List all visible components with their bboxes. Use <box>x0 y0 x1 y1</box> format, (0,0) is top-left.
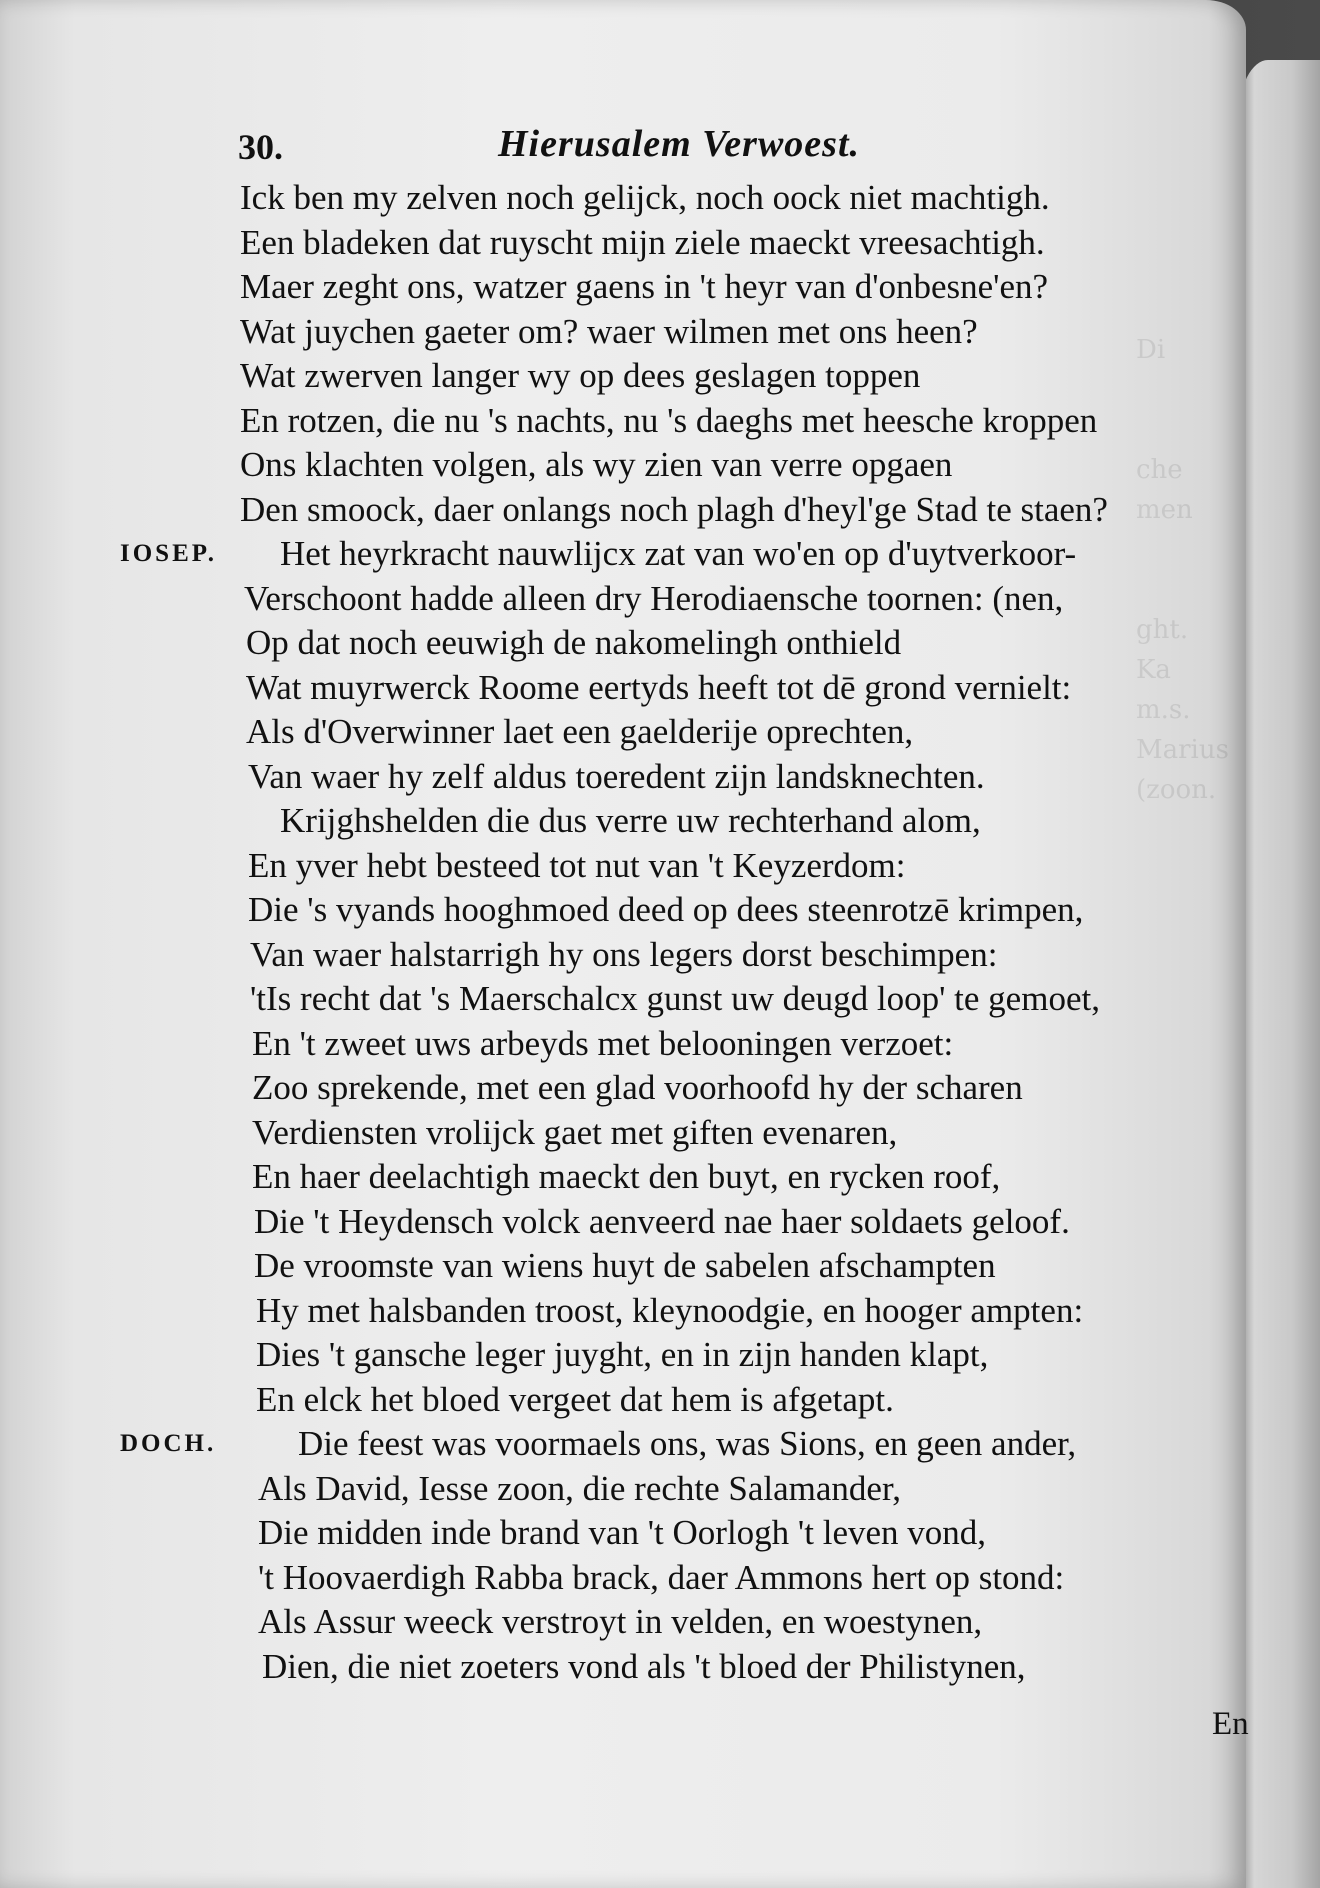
verse-line-text: Den smoock, daer onlangs noch plagh d'heyl'ge Stad te staen? <box>240 489 1108 529</box>
verse-line <box>0 532 1246 577</box>
verse-line-text: 't Hoovaerdigh Rabba brack, daer Ammons hert op stond: <box>258 1557 1065 1597</box>
verse-line-text: Als Assur weeck verstroyt in velden, en woestynen, <box>258 1602 983 1641</box>
verse-line <box>0 577 1246 622</box>
speaker-name: DOCH. <box>120 1430 217 1457</box>
verse-line-text: Als David, Iesse zoon, die rechte Salamander, <box>258 1468 901 1508</box>
verse-line <box>0 621 1246 666</box>
verse-line <box>0 755 1246 800</box>
verse-line-text: Ick ben my zelven noch gelijck, noch oock niet machtigh. <box>240 178 1050 217</box>
verse-line-text: Een bladeken dat ruyscht mijn ziele maeckt vreesachtigh. <box>240 222 1045 262</box>
page-header <box>238 123 998 172</box>
verse-line <box>0 1600 1246 1645</box>
verse-line-text: Verdiensten vrolijck gaet met giften evenaren, <box>252 1112 898 1152</box>
verse-line-text: Als d'Overwinner laet een gaelderije oprechten, <box>246 712 914 751</box>
verse-line <box>0 176 1246 221</box>
verse-line-text: Zoo sprekende, met een glad voorhoofd hy der scharen <box>252 1068 1023 1107</box>
verse-line <box>0 888 1246 933</box>
verse-line-text: De vroomste van wiens huyt de sabelen afschampten <box>254 1246 996 1285</box>
verse-line <box>0 354 1246 399</box>
verse-line <box>0 1333 1246 1378</box>
verse-line <box>0 977 1246 1022</box>
verse-line-text: Die 't Heydensch volck aenveerd nae haer soldaets geloof. <box>254 1201 1070 1241</box>
verse-line <box>0 1289 1246 1334</box>
verse-line <box>0 1022 1246 1067</box>
verse-line-text: Krijghshelden die dus verre uw rechterhand alom, <box>280 801 981 840</box>
verse-line-text: En elck het bloed vergeet dat hem is afgetapt. <box>256 1379 894 1419</box>
verse-line-text: En 't zweet uws arbeyds met belooningen verzoet: <box>252 1023 954 1063</box>
verse-line <box>0 1467 1246 1512</box>
verse-line <box>0 1556 1246 1601</box>
verse-line <box>0 488 1246 533</box>
verse-line-text: Dies 't gansche leger juyght, en in zijn handen klapt, <box>256 1335 989 1374</box>
verse-line-text: Die 's vyands hooghmoed deed op dees steenrotzē krimpen, <box>248 890 1084 929</box>
verse-line-text: Hy met halsbanden troost, kleynoodgie, en hooger ampten: <box>256 1290 1084 1330</box>
verse-line-text: Wat juychen gaeter om? waer wilmen met ons heen? <box>240 311 978 351</box>
verse-line <box>0 1511 1246 1556</box>
speaker-name: IOSEP. <box>120 540 217 567</box>
verse-line-text: Op dat noch eeuwigh de nakomelingh onthield <box>246 623 902 662</box>
verse-line <box>0 1422 1246 1467</box>
verse-line <box>0 666 1246 711</box>
verse-line-text: Van waer hy zelf aldus toeredent zijn landsknechten. <box>248 756 985 796</box>
verse-line-text: En haer deelachtigh maeckt den buyt, en rycken roof, <box>252 1157 1001 1196</box>
bleed-through-text: Di che men ght. Ka m.s. Marius (zoon. <box>1136 335 1229 805</box>
verse-line <box>0 710 1246 755</box>
verse-line-text: Maer zeght ons, watzer gaens in 't heyr van d'onbesne'en? <box>240 267 1049 306</box>
verse-line-text: Van waer halstarrigh hy ons legers dorst beschimpen: <box>250 934 998 974</box>
verse-line <box>0 844 1246 889</box>
verse-line-text: Wat zwerven langer wy op dees geslagen toppen <box>240 356 921 395</box>
verse-line <box>0 399 1246 444</box>
verse-line <box>0 1378 1246 1423</box>
catchword: En <box>1212 1706 1249 1742</box>
verse-line <box>0 1155 1246 1200</box>
verse-line-text: En rotzen, die nu 's nachts, nu 's daeghs met heesche kroppen <box>240 400 1098 440</box>
verse-line-text: Die feest was voormaels ons, was Sions, en geen ander, <box>298 1424 1077 1463</box>
verse-line <box>0 1200 1246 1245</box>
verse-line-text: Wat muyrwerck Roome eertyds heeft tot dē grond vernielt: <box>246 667 1072 707</box>
verse-line <box>0 933 1246 978</box>
verse-line <box>0 443 1246 488</box>
running-title: Hierusalem Verwoest. <box>498 123 861 165</box>
verse-line-text: Het heyrkracht nauwlijcx zat van wo'en op d'uytverkoor- <box>280 534 1077 573</box>
verse-line <box>0 265 1246 310</box>
verse-line <box>0 1066 1246 1111</box>
verse-line-text: Ons klachten volgen, als wy zien van verre opgaen <box>240 445 953 484</box>
verse-line-text: En yver hebt besteed tot nut van 't Keyzerdom: <box>248 845 906 885</box>
verse-line-text: Die midden inde brand van 't Oorlogh 't leven vond, <box>258 1513 987 1552</box>
verse-line-text: 'tIs recht dat 's Maerschalcx gunst uw deugd loop' te gemoet, <box>250 979 1100 1018</box>
verse-line <box>0 1244 1246 1289</box>
verse-line <box>0 1111 1246 1156</box>
facing-page-edge <box>1238 60 1320 1888</box>
verse-line <box>0 310 1246 355</box>
verse-line-text: Dien, die niet zoeters vond als 't bloed der Philistynen, <box>262 1646 1026 1686</box>
verse-line <box>0 799 1246 844</box>
verse-line <box>0 1645 1246 1690</box>
page-number: 30. <box>238 127 283 167</box>
verse-text-block <box>0 176 1246 1689</box>
verse-line <box>0 221 1246 266</box>
verse-line-text: Verschoont hadde alleen dry Herodiaensche toornen: (nen, <box>244 578 1064 618</box>
